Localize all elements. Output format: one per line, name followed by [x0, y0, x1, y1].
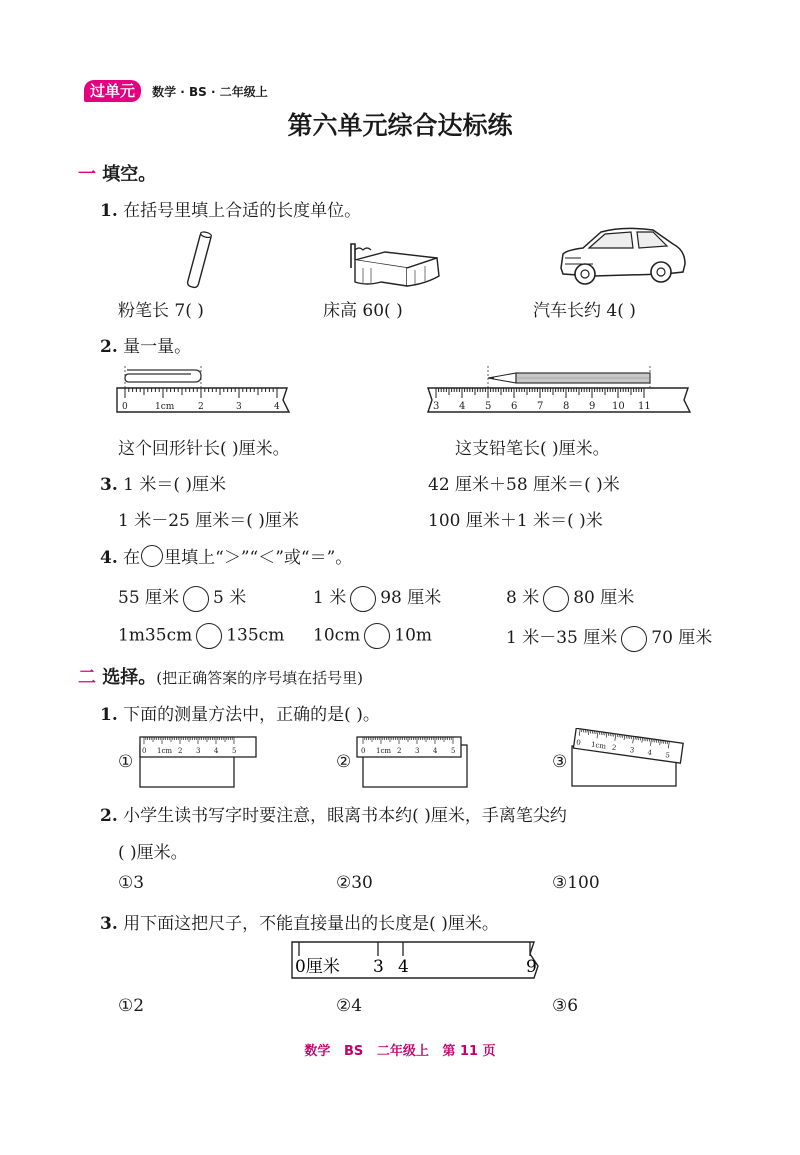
measure-method-1 [138, 733, 258, 789]
compare-left: 1 米 [313, 588, 347, 608]
section1-label: 填空。 [102, 164, 157, 185]
q4-r1-2 [313, 583, 441, 612]
q1-item-chalk: 粉笔长 7( ) [118, 301, 204, 321]
s2-q3-option-2: ②4 [336, 996, 363, 1016]
ruler2-tick-label: 3 [433, 401, 440, 412]
compare-right: 80 厘米 [573, 588, 635, 608]
ruler2-tick-label: 11 [638, 401, 651, 412]
ruler2-tick-label: 9 [589, 401, 596, 412]
compare-circle-icon [141, 545, 163, 567]
ruler-pencil [422, 364, 697, 420]
chalk-illustration [180, 228, 220, 290]
ruler1-tick-label: 2 [198, 402, 204, 412]
s2-q2-line1 [100, 801, 567, 826]
mini-ruler-tick-label: 3 [629, 746, 635, 755]
s2-q3-option-1: ①2 [118, 996, 145, 1016]
ruler2-tick-label: 6 [511, 401, 518, 412]
ruler1-tick-label: 4 [274, 402, 280, 412]
compare-input-circle[interactable] [183, 586, 209, 612]
q4-r1-3 [506, 583, 634, 612]
compare-input-circle[interactable] [196, 623, 222, 649]
mini-ruler-tick-label: 3 [196, 747, 201, 755]
ruler-label-9: 9 [526, 957, 537, 977]
s2-q3-num: 3. [100, 914, 118, 934]
q1-num: 1. [100, 201, 118, 221]
q3-item-3: 1 米－25 厘米＝( )厘米 [118, 511, 299, 531]
mini-ruler-tick-label: 5 [451, 747, 456, 755]
section1-heading [78, 160, 156, 186]
s2-q2-option-3: ③100 [552, 873, 600, 893]
compare-right: 98 厘米 [380, 588, 442, 608]
q4-r2-2 [313, 623, 432, 649]
q2-text: 量一量。 [123, 337, 192, 357]
compare-right: 135cm [226, 625, 285, 646]
q2-prompt [100, 332, 191, 357]
ruler-paperclip [115, 364, 295, 420]
compare-right: 70 厘米 [651, 628, 713, 648]
mini-ruler-tick-label: 4 [433, 747, 438, 755]
mini-ruler-tick-label: 3 [415, 747, 420, 755]
mini-ruler-tick-label: 4 [646, 748, 653, 758]
section2-label: 选择。 [102, 667, 157, 688]
section2-note: (把正确答案的序号填在括号里) [156, 669, 363, 687]
ruler1-tick-label: 3 [236, 402, 242, 412]
q1-item-bed: 床高 60( ) [323, 301, 403, 321]
s2-q1-prompt [100, 700, 380, 725]
s2-q3-text: 用下面这把尺子，不能直接量出的长度是( )厘米。 [123, 914, 499, 934]
q4-r2-1 [118, 623, 284, 649]
mini-ruler-tick-label: 0 [575, 738, 582, 748]
header [84, 80, 268, 101]
q3-item-1-text: 1 米＝( )厘米 [123, 475, 227, 495]
q2-answer-pencil: 这支铅笔长( )厘米。 [455, 439, 610, 459]
compare-right: 5 米 [213, 588, 247, 608]
ruler1-tick-label: 0 [122, 402, 128, 412]
q2-num: 2. [100, 337, 118, 357]
s2-q2-num: 2. [100, 806, 118, 826]
s2-q2-option-1: ①3 [118, 873, 145, 893]
compare-right: 10m [394, 625, 433, 646]
ruler-label-0: 0厘米 [295, 957, 340, 977]
mini-ruler-tick-label: 1cm [157, 747, 173, 755]
measure-method-3 [570, 728, 690, 790]
q1-prompt [100, 196, 361, 221]
mini-ruler-tick-label: 1cm [590, 740, 607, 751]
compare-left: 55 厘米 [118, 588, 180, 608]
compare-input-circle[interactable] [350, 586, 376, 612]
compare-left: 1m35cm [118, 625, 193, 646]
ruler-label-3: 3 [373, 957, 384, 977]
mini-ruler-tick-label: 2 [178, 747, 183, 755]
header-subject: 数学 · BS · 二年级上 [152, 85, 268, 99]
q4-r2-3 [506, 623, 712, 652]
s2-q2-text1: 小学生读书写字时要注意，眼离书本约( )厘米，手离笔尖约 [123, 806, 567, 826]
s2-q1-num: 1. [100, 705, 118, 725]
ruler2-tick-label: 5 [485, 401, 492, 412]
s2-q1-option-3: ③ [552, 752, 568, 772]
mini-ruler-tick-label: 2 [397, 747, 402, 755]
q3-item-4: 100 厘米＋1 米＝( )米 [428, 511, 603, 531]
car-illustration [553, 224, 693, 290]
s2-q2-line2: ( )厘米。 [118, 843, 188, 863]
ruler2-tick-label: 10 [612, 401, 625, 412]
q4-r1-1 [118, 583, 246, 612]
mini-ruler-tick-label: 0 [142, 747, 147, 755]
compare-left: 10cm [313, 625, 361, 646]
s2-q1-option-1: ① [118, 752, 134, 772]
compare-input-circle[interactable] [543, 586, 569, 612]
compare-input-circle[interactable] [364, 623, 390, 649]
q3-item-1 [100, 470, 226, 495]
section2-heading [78, 663, 363, 689]
ruler2-tick-label: 7 [537, 401, 544, 412]
ruler2-tick-label: 8 [563, 401, 570, 412]
mini-ruler-tick-label: 5 [232, 747, 237, 755]
mini-ruler-tick-label: 4 [214, 747, 219, 755]
s2-q1-text: 下面的测量方法中，正确的是( )。 [123, 705, 380, 725]
compare-input-circle[interactable] [621, 626, 647, 652]
mini-ruler-tick-label: 2 [611, 743, 617, 753]
section1-num: 一 [78, 164, 96, 185]
mini-ruler-tick-label: 5 [664, 751, 671, 760]
q4-num: 4. [100, 548, 118, 568]
page-footer: 数学 BS 二年级上 第 11 页 [304, 1044, 496, 1059]
s2-q3-option-3: ③6 [552, 996, 579, 1016]
ruler-label-4: 4 [398, 957, 409, 977]
s2-q1-option-2: ② [336, 752, 352, 772]
measure-method-2 [355, 733, 475, 789]
q1-item-car: 汽车长约 4( ) [533, 301, 636, 321]
section2-num: 二 [78, 667, 96, 688]
ruler2-tick-label: 4 [459, 401, 466, 412]
s2-q3-prompt [100, 909, 499, 934]
compare-left: 1 米－35 厘米 [506, 628, 618, 648]
q4-prompt [100, 543, 352, 568]
broken-ruler [290, 940, 552, 984]
header-badge: 过单元 [84, 80, 141, 102]
compare-left: 8 米 [506, 588, 540, 608]
mini-ruler-tick-label: 1cm [376, 747, 392, 755]
q4-text-before: 在 [123, 548, 141, 568]
bed-illustration [345, 238, 445, 290]
page-title: 第六单元综合达标练 [287, 111, 513, 140]
q4-text-after: 里填上“＞”“＜”或“＝”。 [164, 548, 353, 568]
mini-ruler-tick-label: 0 [361, 747, 366, 755]
q3-num: 3. [100, 475, 118, 495]
q3-item-2: 42 厘米＋58 厘米＝( )米 [428, 475, 620, 495]
ruler1-tick-label: 1cm [155, 402, 175, 412]
s2-q2-option-2: ②30 [336, 873, 373, 893]
q2-answer-paperclip: 这个回形针长( )厘米。 [118, 439, 290, 459]
q1-text: 在括号里填上合适的长度单位。 [123, 201, 362, 221]
